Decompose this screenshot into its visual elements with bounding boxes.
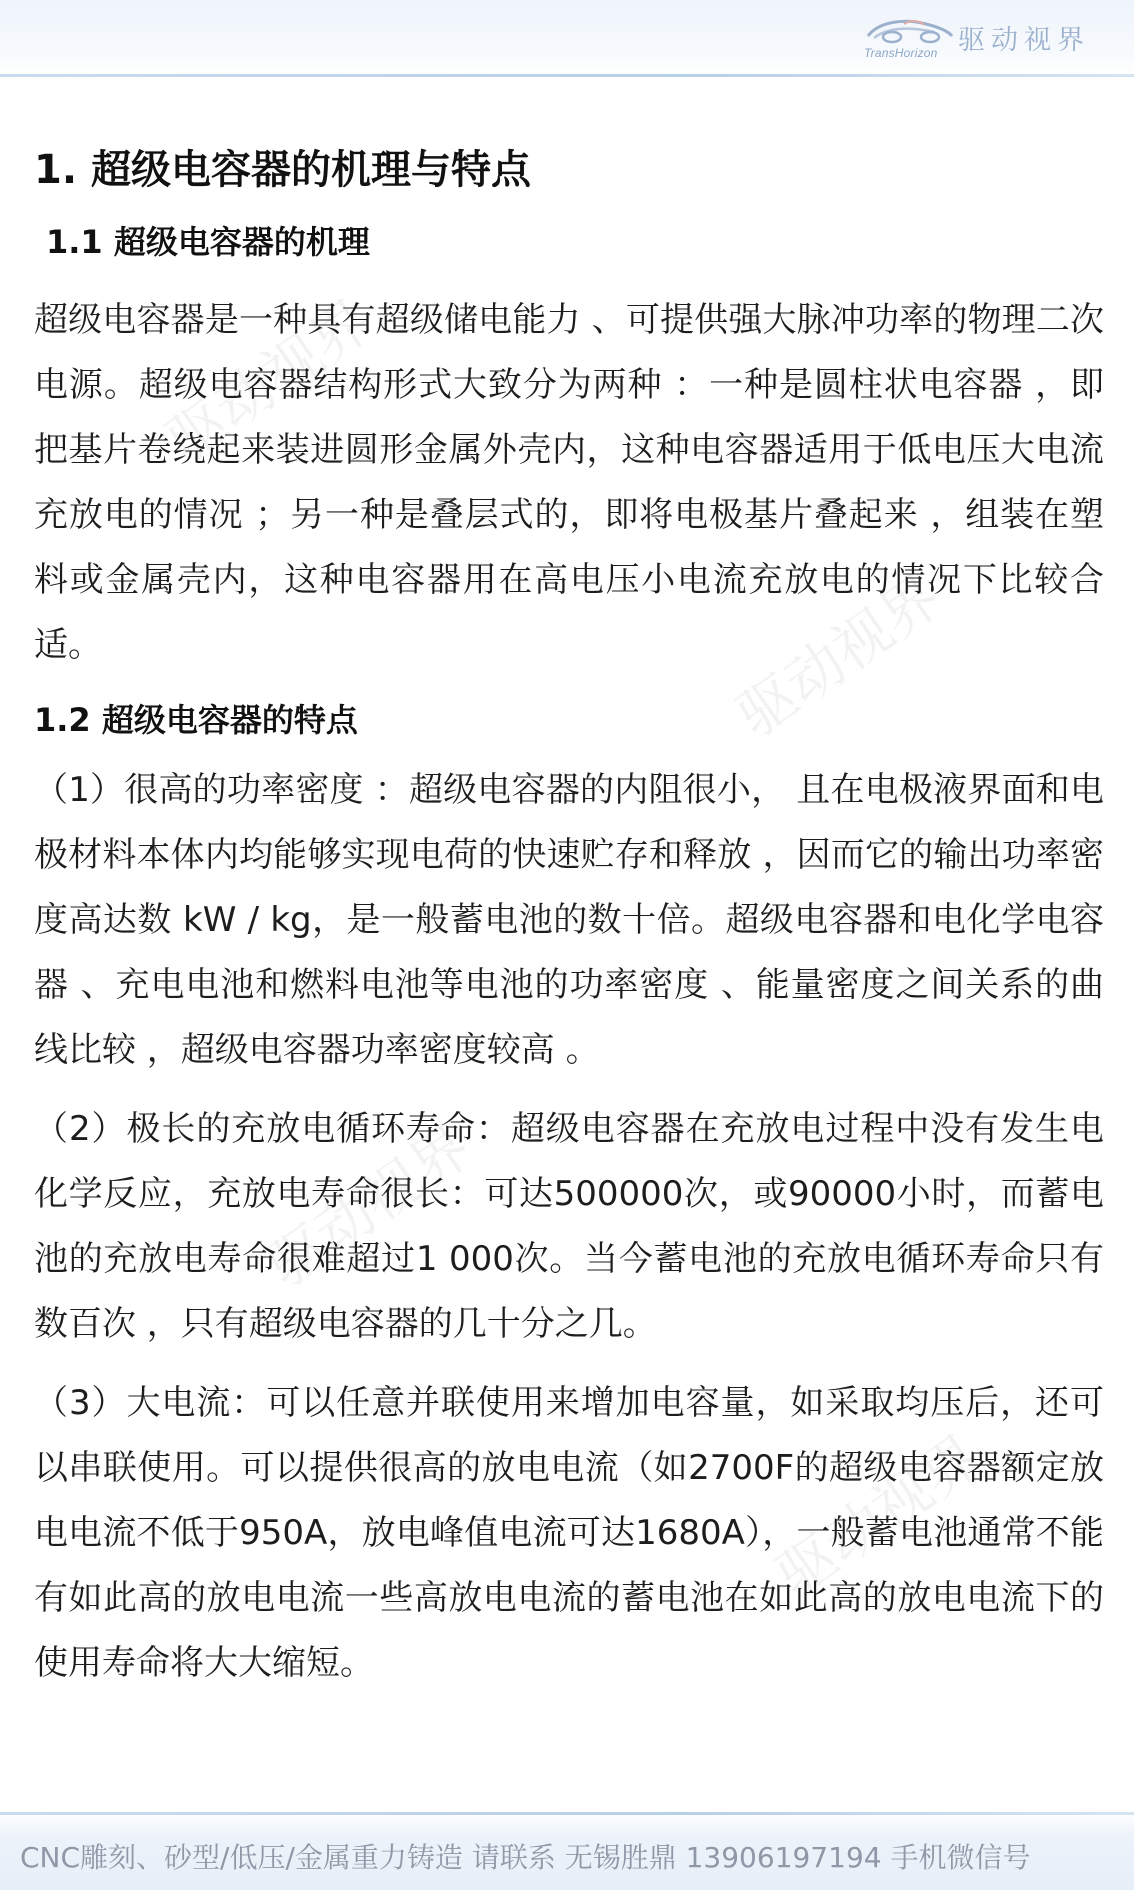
watermark: 驱动视界 [764,1421,994,1611]
watermark: 驱动视界 [154,286,384,476]
car-swirl-logo-icon [864,16,956,46]
section-heading-mechanism: 1.1 超级电容器的机理 [46,223,370,261]
page-title: 1. 超级电容器的机理与特点 [34,147,531,193]
logo-subtitle: TransHorizon [864,46,938,60]
logo-name: 驱动视界 [958,25,1090,56]
header-divider [0,74,1134,77]
feature-item-power-density: （1）很高的功率密度 ：超级电容器的内阻很小， 且在电极液界面和电极材料本体内均能够实现电荷的快速贮存和释放 ，因而它的输出功率密度高达数 kW / kg，是一般蓄电池的数十倍。超级电容器和电化学电容器 、充电电池和燃料电池等电池的功率密度 、能量密度之间关系的曲线比较 ，超级电容器功率密度较高 。 [34,770,1104,1070]
feature-item-high-current: （3）大电流：可以任意并联使用来增加电容量，如采取均压后，还可以串联使用。可以提供很高的放电电流（如2700F的超级电容器额定放电电流不低于950A，放电峰值电流可达1680A），一般蓄电池通常不能有如此高的放电电流一些高放电电流的蓄电池在如此高的放电电流下的使用寿命将大大缩短。 [34,1383,1104,1683]
watermark: 驱动视界 [254,1111,484,1301]
watermark: 驱动视界 [724,561,954,751]
mechanism-paragraph: 超级电容器是一种具有超级储电能力 、可提供强大脉冲功率的物理二次电源。超级电容器结构形式大致分为两种 ：一种是圆柱状电容器 ，即把基片卷绕起来装进圆形金属外壳内，这种电容器适用于低电压大电流充放电的情况 ；另一种是叠层式的，即将电极基片叠起来 ，组装在塑料或金属壳内，这种电容器用在高电压小电流充放电的情况下比较合适。 [34,300,1104,665]
brand-logo [864,12,1094,64]
footer-contact-text: CNC雕刻、砂型/低压/金属重力铸造 请联系 无锡胜鼎 13906197194 手机微信号 [20,1841,1031,1874]
footer-divider [0,1812,1134,1815]
section-heading-features: 1.2 超级电容器的特点 [34,701,358,739]
document-body [34,140,1104,1696]
feature-item-cycle-life: （2）极长的充放电循环寿命：超级电容器在充放电过程中没有发生电化学反应，充放电寿命很长：可达500000次，或90000小时，而蓄电池的充放电寿命很难超过1 000次。当今蓄电池的充放电循环寿命只有数百次 ，只有超级电容器的几十分之几。 [34,1109,1104,1344]
